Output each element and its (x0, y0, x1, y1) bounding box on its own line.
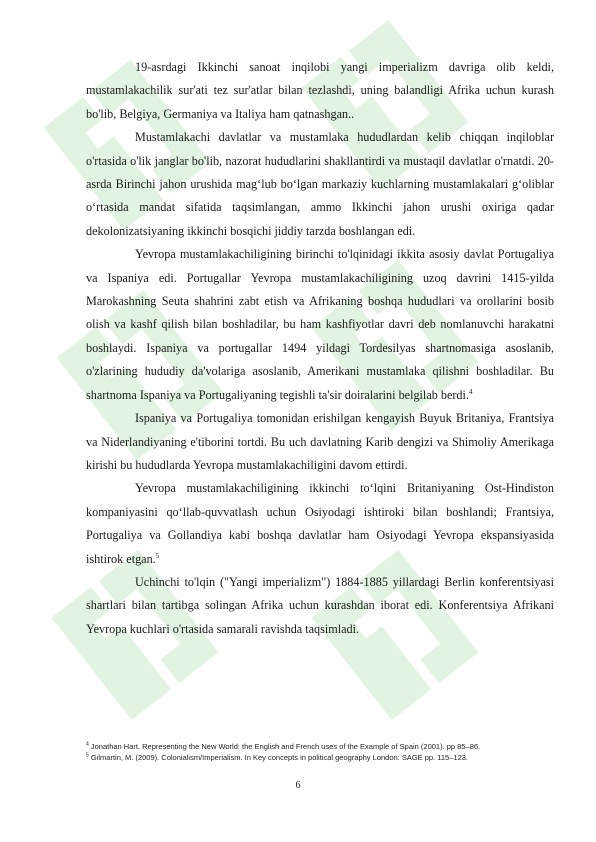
footnotes (86, 741, 554, 763)
footnote-text: Gilmartin, M. (2009). Colonialism/Imperialism. In Key concepts in political geography London: SAGE pp. 115–123. (88, 753, 468, 762)
paragraph-text: Uchinchi to'lqin ("Yangi imperializm") 1884-1885 yillardagi Berlin konferentsiyasi shartlari bilan tartibga solingan Afrika uchun kurashdan iborat edi. Konferentsiya Afrikani Yevropa kuchlari o'rtasida samarali ravishda taqsimladi. (86, 574, 554, 636)
footnote (86, 741, 554, 752)
paragraph-text: Yevropa mustamlakachiligining ikkinchi to‘lqini Britaniyaning Ost-Hindiston kompaniyasini qo‘llab-quvvatlash uchun Osiyodagi ishtiroki bilan boshlandi; Frantsiya, Portugaliya va Gollandiya kabi boshqa davlatlar ham Osiyodagi Yevropa ekspansiyasida ishtirok etgan. (86, 481, 554, 566)
paragraph (86, 407, 554, 477)
footnote-text: Jonathan Hart. Representing the New World: the English and French uses of the Example of Spain (2001). pp 85–86. (88, 742, 481, 751)
paragraph (86, 571, 554, 641)
footnote-mark: 4 (86, 741, 89, 748)
footnote-reference[interactable]: 5 (155, 551, 160, 560)
paragraph-text: Mustamlakachi davlatlar va mustamlaka hududlardan kelib chiqqan inqiloblar o'rtasida o'lik janglar bo'lib, nazorat hududlarini shakllantirdi va mustaqil davlatlar o'rnatdi. 20-asrda Birinchi jahon urushida mag‘lub bo‘lgan markaziy kuchlarning mustamlakalari g‘oliblar o‘rtasida mandat sifatida taqsimlangan, ammo Ikkinchi jahon urushi oxiriga qadar dekolonizatsiyaning ikkinchi bosqichi jiddiy tarzda boshlangan edi. (86, 130, 554, 238)
paragraph-text: Yevropa mustamlakachiligining birinchi to'lqinidagi ikkita asosiy davlat Portugaliya va Ispaniya edi. Portugallar Yevropa mustamlakachiligining uzoq davrini 1415-yilda Marokashning Seuta shahrini zabt etish va Afrikaning boshqa hududlari va orollarini bosib olish va kashf qilish bilan boshladilar, bu ham kashfiyotlar davri deb nomlanuvchi harakatni boshlaydi. Ispaniya va portugallar 1494 yildagi Tordesilyas shartnomasiga asoslanib, o'zlarining hududiy da'volariga asoslanib, Amerikani mustamlaka qilishni boshladilar. Bu shartnoma Ispaniya va Portugaliyaning tegishli ta'sir doiralarini belgilab berdi. (86, 247, 554, 402)
footnote (86, 752, 554, 763)
paragraph-text: Ispaniya va Portugaliya tomonidan erishilgan kengayish Buyuk Britaniya, Frantsiya va Niderlandiyaning e'tiborini tortdi. Bu uch davlatning Karib dengizi va Shimoliy Amerikaga kirishi bu hududlarda Yevropa mustamlakachiligini davom ettirdi. (86, 411, 554, 472)
page-number: 6 (295, 780, 301, 791)
document-body (86, 56, 554, 641)
paragraph-text: 19-asrdagi Ikkinchi sanoat inqilobi yangi imperializm davriga olib keldi, mustamlakachilik sur'ati tez sur'atlar bilan tezlashdi, uning balandligi Afrika uchun kurash bo'lib, Belgiya, Germaniya va Italiya ham qatnashgan.. (86, 60, 554, 121)
footnote-mark: 5 (86, 752, 89, 759)
paragraph (86, 126, 554, 243)
paragraph (86, 243, 554, 407)
paragraph (86, 477, 554, 571)
paragraph (86, 56, 554, 126)
footnote-reference[interactable]: 4 (468, 387, 473, 396)
